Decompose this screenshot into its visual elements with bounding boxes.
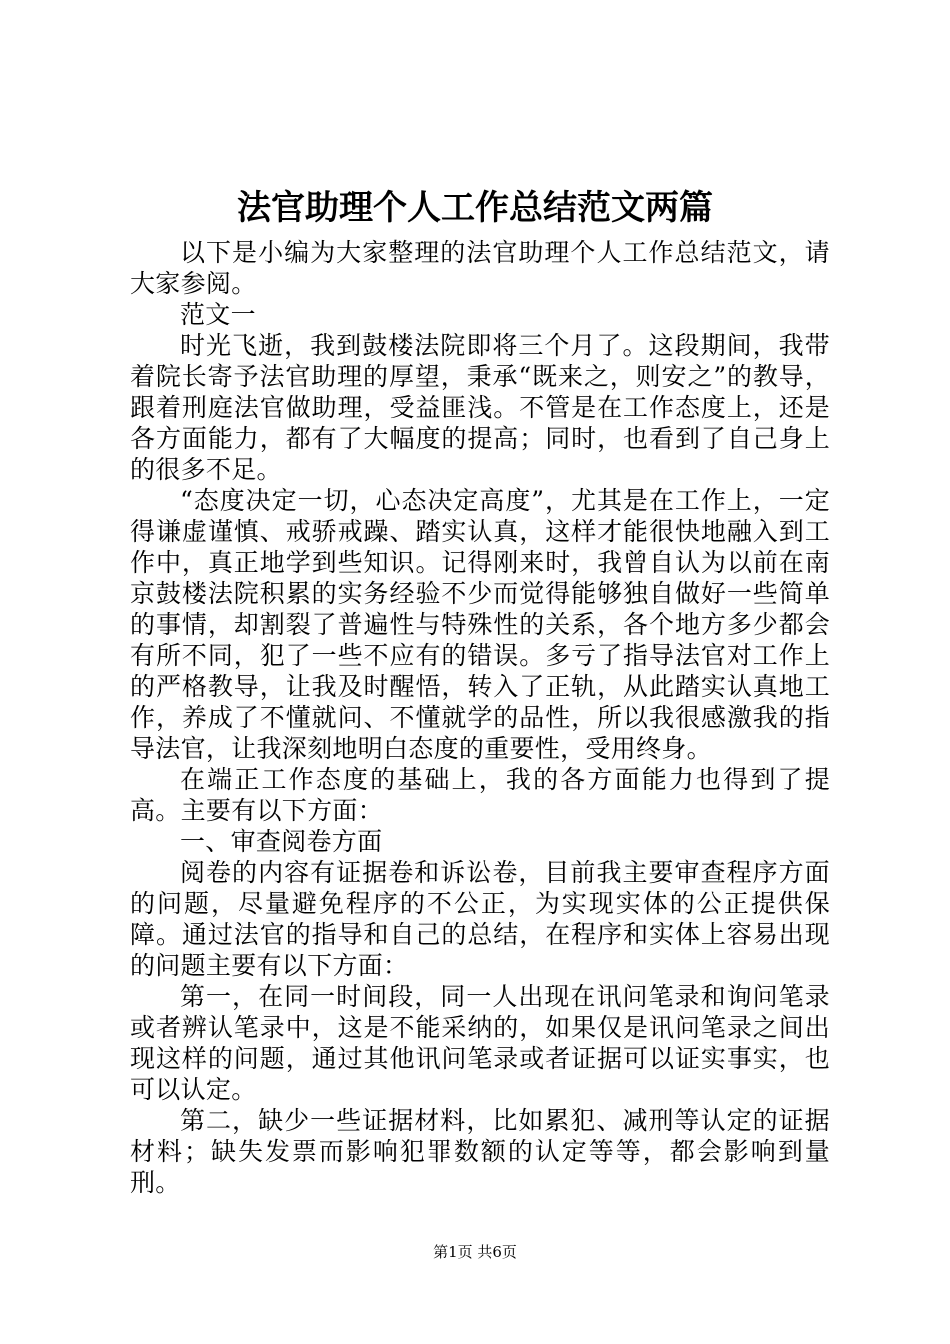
document-title: 法官助理个人工作总结范文两篇 xyxy=(237,188,713,228)
paragraph-6: 第二，缺少一些证据材料，比如累犯、减刑等认定的证据材料；缺失发票而影响犯罪数额的认定等等，都会影响到量刑。 xyxy=(130,1106,830,1197)
paragraph-5: 第一，在同一时间段，同一人出现在讯问笔录和询问笔录或者辨认笔录中，这是不能采纳的，如果仅是讯问笔录之间出现这样的问题，通过其他讯问笔录或者证据可以证实事实，也可以认定。 xyxy=(130,982,830,1104)
paragraph-4: 阅卷的内容有证据卷和诉讼卷，目前我主要审查程序方面的问题，尽量避免程序的不公正，为实现实体的公正提供保障。通过法官的指导和自己的总结，在程序和实体上容易出现的问题主要有以下方面： xyxy=(130,858,830,980)
paragraph-2: “态度决定一切，心态决定高度”，尤其是在工作上，一定得谦虚谨慎、戒骄戒躁、踏实认真，这样才能很快地融入到工作中，真正地学到些知识。记得刚来时，我曾自认为以前在南京鼓楼法院积累的实务经验不少而觉得能够独自做好一些简单的事情，却割裂了普遍性与特殊性的关系，各个地方多少都会有所不同，犯了一些不应有的错误。多亏了指导法官对工作上的严格教导，让我及时醒悟，转入了正轨，从此踏实认真地工作，养成了不懂就问、不懂就学的品性，所以我很感激我的指导法官，让我深刻地明白态度的重要性，受用终身。 xyxy=(130,486,830,763)
paragraph-sample-heading: 范文一 xyxy=(180,300,256,329)
page-footer: 第1页 共6页 xyxy=(433,1243,517,1261)
paragraph-3: 在端正工作态度的基础上，我的各方面能力也得到了提高。主要有以下方面： xyxy=(130,765,830,825)
section-heading-review: 一、审查阅卷方面 xyxy=(180,827,383,856)
paragraph-1: 时光飞逝，我到鼓楼法院即将三个月了。这段期间，我带着院长寄予法官助理的厚望，秉承“既来之，则安之”的教导，跟着刑庭法官做助理，受益匪浅。不管是在工作态度上，还是各方面能力，都有了大幅度的提高；同时，也看到了自己身上的很多不足。 xyxy=(130,331,830,484)
document-body xyxy=(130,237,830,1198)
paragraph-intro: 以下是小编为大家整理的法官助理个人工作总结范文，请大家参阅。 xyxy=(130,238,830,298)
